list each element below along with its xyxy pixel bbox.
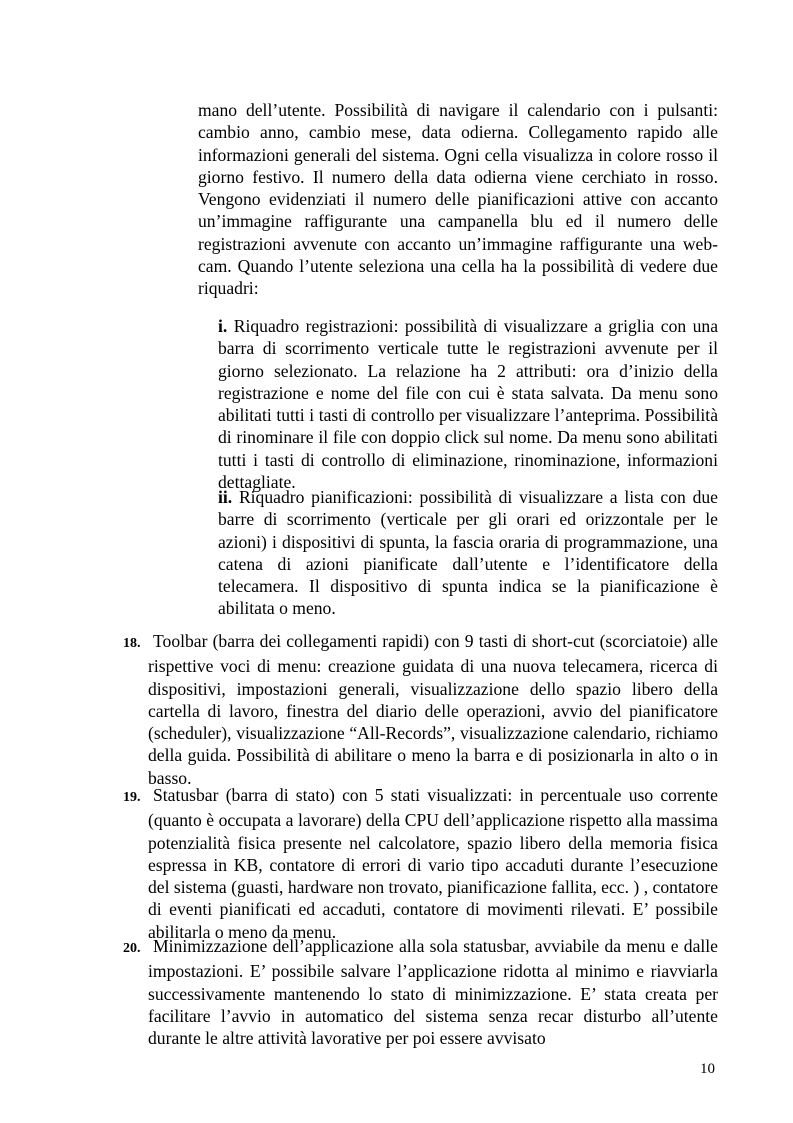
subitem-text: Riquadro registrazioni: possibilità di visualizzare a griglia con una barra di scorrimento verticale tutte le registrazioni avvenute per il giorno selezionato. La relazione ha 2 attributi: ora d’inizio della registrazione e nome del file con cui è stata salvata. Da menu sono abilitati tutti i tasti di controllo per visualizzare l’anteprima. Possibilità di rinominare il file con doppio click sul nome. Da menu sono abilitati tutti i tasti di controllo di eliminazione, rinominazione, informazioni dettagliate. (218, 316, 718, 493)
list-item-19 (123, 784, 718, 943)
list-item-number: 20. (123, 941, 141, 956)
subitem-marker: ii. (218, 487, 233, 507)
list-item-20 (123, 935, 718, 1049)
subitem-ii (218, 486, 718, 620)
subitem-i (218, 315, 718, 493)
page-number: 10 (700, 1061, 715, 1077)
list-item-text: Minimizzazione dell’applicazione alla sola statusbar, avviabile da menu e dalle impostazioni. E’ possibile salvare l’applicazione ridotta al minimo e riavviarla successivamente mantenendo lo stato di minimizzazione. E’ stata creata per facilitare l’avvio in automatico del sistema senza recar disturbo all’utente durante le altre attività lavorative per poi essere avvisato (148, 936, 718, 1049)
list-item-text: Statusbar (barra di stato) con 5 stati visualizzati: in percentuale uso corrente (quanto è occupata a lavorare) della CPU dell’applicazione rispetto alla massima potenzialità fisica presente nel calcolatore, spazio libero della memoria fisica espressa in KB, contatore di errori di vario tipo accaduti durante l’esecuzione del sistema (guasti, hardware non trovato, pianificazione fallita, ecc. ) , contatore di eventi pianificati ed accaduti, contatore di movimenti rilevati. E’ possibile abilitarla o meno da menu. (148, 785, 718, 942)
list-item-number: 18. (123, 636, 141, 651)
subitem-marker: i. (218, 316, 228, 336)
continuation-paragraph: mano dell’utente. Possibilità di navigare il calendario con i pulsanti: cambio anno, cambio mese, data odierna. Collegamento rapido alle informazioni generali del sistema. Ogni cella visualizza in colore rosso il giorno festivo. Il numero della data odierna viene cerchiato in rosso. Vengono evidenziati il numero delle pianificazioni attive con accanto un’immagine raffigurante una campanella blu ed il numero delle registrazioni avvenute con accanto un’immagine raffigurante una web-cam. Quando l’utente seleziona una cella ha la possibilità di vedere due riquadri: (198, 100, 718, 299)
subitem-text: Riquadro pianificazioni: possibilità di visualizzare a lista con due barre di scorrimento (verticale per gli orari ed orizzontale per le azioni) i dispositivi di spunta, la fascia oraria di programmazione, una catena di azioni pianificate dall’utente e l’identificatore della telecamera. Il dispositivo di spunta indica se la pianificazione è abilitata o meno. (218, 487, 718, 619)
list-item-text: Toolbar (barra dei collegamenti rapidi) con 9 tasti di short-cut (scorciatoie) alle rispettive voci di menu: creazione guidata di una nuova telecamera, ricerca di dispositivi, impostazioni generali, visualizzazione dello spazio libero della cartella di lavoro, finestra del diario delle operazioni, avvio del pianificatore (scheduler), visualizzazione “All-Records”, visualizzazione calendario, richiamo della guida. Possibilità di abilitare o meno la barra e di posizionarla in alto o in basso. (148, 631, 718, 788)
list-item-18 (123, 630, 718, 789)
list-item-number: 19. (123, 790, 141, 805)
